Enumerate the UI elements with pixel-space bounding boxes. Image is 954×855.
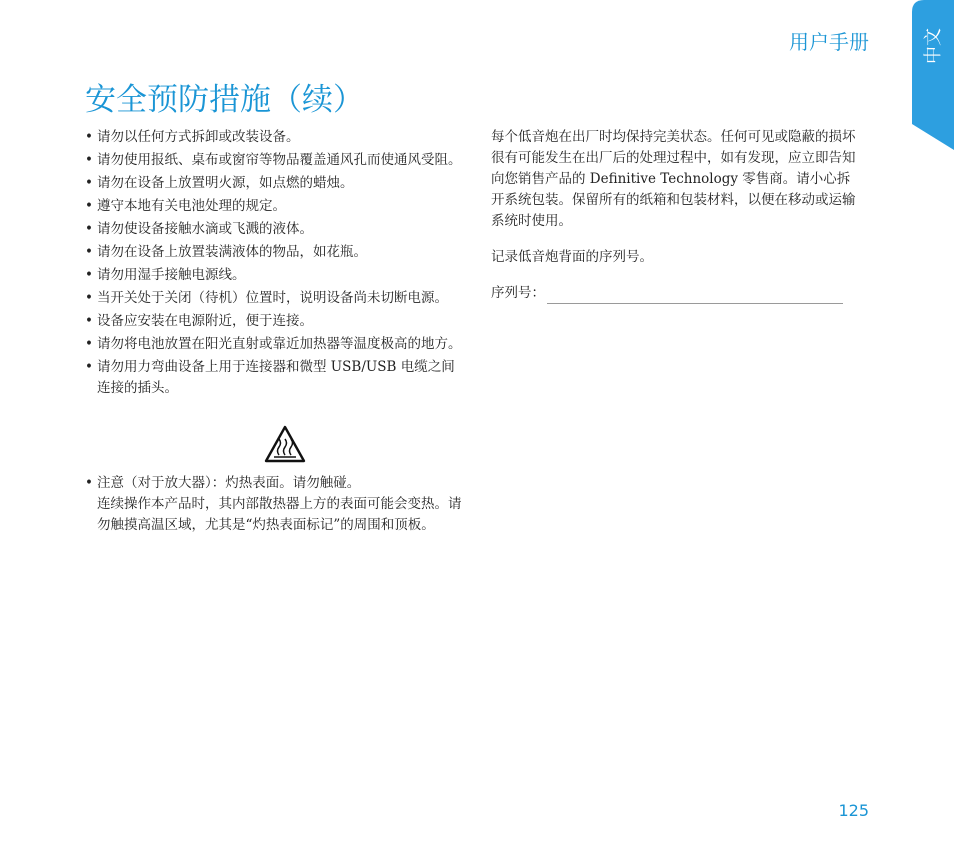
bullet-item: • 当开关处于关闭（待机）位置时，说明设备尚未切断电源。 xyxy=(85,288,463,309)
amplifier-note xyxy=(85,473,463,536)
bullet-item: • 请勿用湿手接触电源线。 xyxy=(85,265,463,286)
serial-number-line xyxy=(491,283,861,304)
manual-label: 用户手册 xyxy=(789,30,869,54)
language-tab[interactable] xyxy=(912,0,954,150)
note-line-1: • 注意（对于放大器）：灼热表面。请勿触碰。 xyxy=(97,475,361,491)
note-item xyxy=(85,473,463,536)
serial-number-label: 序列号： xyxy=(491,285,545,301)
hot-surface-warning-icon xyxy=(264,425,306,463)
left-column xyxy=(85,127,463,538)
language-tab-label: 中文 xyxy=(923,28,944,64)
serial-instruction: 记录低音炮背面的序列号。 xyxy=(491,249,653,265)
bullet-item: • 请勿使用报纸、桌布或窗帘等物品覆盖通风孔而使通风受阻。 xyxy=(85,150,463,171)
bullet-item: • 请勿用力弯曲设备上用于连接器和微型 USB/USB 电缆之间连接的插头。 xyxy=(85,357,463,399)
language-tab-shape xyxy=(912,0,954,150)
bullet-item: • 设备应安装在电源附近，便于连接。 xyxy=(85,311,463,332)
bullet-item: • 请勿使设备接触水滴或飞溅的液体。 xyxy=(85,219,463,240)
bullet-item: • 请勿在设备上放置装满液体的物品，如花瓶。 xyxy=(85,242,463,263)
page-number: 125 xyxy=(838,801,869,820)
serial-number-blank[interactable] xyxy=(547,293,843,304)
bullet-item: • 请勿在设备上放置明火源，如点燃的蜡烛。 xyxy=(85,173,463,194)
page-title: 安全预防措施（续） xyxy=(85,82,364,118)
bullet-item: • 遵守本地有关电池处理的规定。 xyxy=(85,196,463,217)
bullet-item: • 请勿以任何方式拆卸或改装设备。 xyxy=(85,127,463,148)
bullet-item: • 请勿将电池放置在阳光直射或靠近加热器等温度极高的地方。 xyxy=(85,334,463,355)
right-column xyxy=(491,127,861,304)
note-line-2: 连续操作本产品时，其内部散热器上方的表面可能会变热。请勿触摸高温区域，尤其是“灼热表面标记”的周围和顶板。 xyxy=(97,496,462,533)
inspection-paragraph: 每个低音炮在出厂时均保持完美状态。任何可见或隐蔽的损坏很有可能发生在出厂后的处理过程中，如有发现，应立即告知向您销售产品的 Definitive Technology 零售商。请小心拆开系统包装。保留所有的纸箱和包装材料，以便在移动或运输系统时使用。 xyxy=(491,129,856,229)
safety-bullet-list xyxy=(85,127,463,399)
